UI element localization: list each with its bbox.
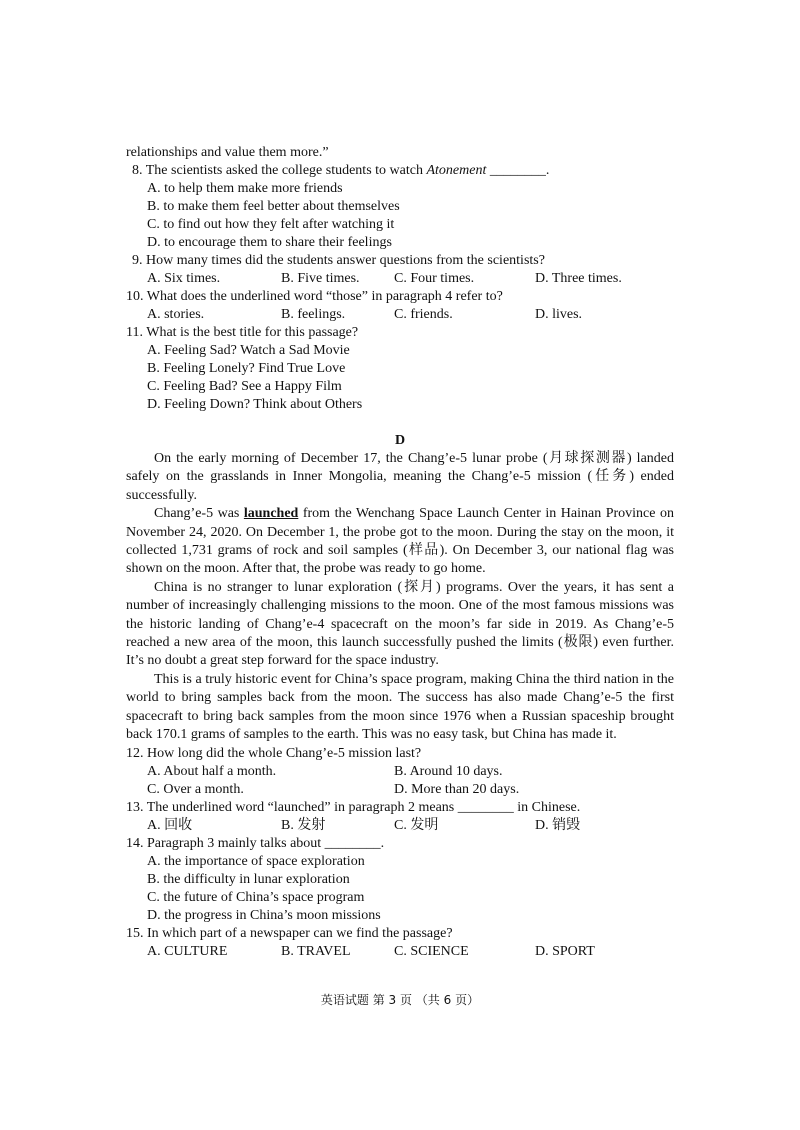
question-12-options-row-2 — [126, 781, 674, 799]
passage-d-paragraph-3: China is no stranger to lunar exploration (探月) programs. Over the years, it has sent a number of increasingly challenging missions to the moon. One of the most famous missions was the historic landing of Chang’e-4 spacecraft on the moon’s far side in 2019. As Chang’e-5 reached a new area of the moon, this launch successfully pushed the limits (极限) even further. It’s no doubt a great step forward for the space industry. — [126, 579, 674, 669]
question-12-option-b: B. Around 10 days. — [394, 763, 503, 779]
question-15-option-b: B. TRAVEL — [281, 943, 351, 959]
question-10-stem: 10. What does the underlined word “those” in paragraph 4 refer to? — [126, 289, 503, 304]
question-11-option-b: B. Feeling Lonely? Find True Love — [147, 361, 346, 376]
question-11-option-c: C. Feeling Bad? See a Happy Film — [147, 379, 342, 394]
question-13-option-b: B. 发射 — [281, 817, 326, 833]
passage-d-paragraph-1: On the early morning of December 17, the Chang’e-5 lunar probe (月球探测器) landed safely on the grasslands in Inner Mongolia, meaning the Chang’e-5 mission (任务) ended successfully. — [126, 451, 674, 503]
question-15-option-c: C. SCIENCE — [394, 943, 469, 959]
question-15-stem: 15. In which part of a newspaper can we find the passage? — [126, 925, 453, 941]
question-8-option-d: D. to encourage them to share their feelings — [147, 235, 392, 250]
question-14-option-c: C. the future of China’s space program — [147, 889, 365, 905]
question-8-stem — [126, 162, 674, 180]
question-14-option-d: D. the progress in China’s moon missions — [147, 907, 381, 923]
paragraph-2-rest: from the Wenchang Space Launch Center in Hainan Province on November 24, 2020. On December 1, the probe got to the moon. During the stay on the moon, it collected 1,731 grams of rock and soil samples (样品). On December 3, our national flag was shown on the moon. After that, the probe was ready to go home. — [126, 506, 674, 577]
question-13-stem: 13. The underlined word “launched” in paragraph 2 means ________ in Chinese. — [126, 799, 581, 815]
page-footer: 英语试题 第 3 页 （共 6 页） — [320, 993, 480, 1007]
question-15-option-d: D. SPORT — [535, 943, 595, 959]
question-10-option-a: A. stories. — [147, 307, 205, 322]
question-8-option-b: B. to make them feel better about themselves — [147, 199, 400, 214]
question-13-option-c: C. 发明 — [394, 817, 439, 833]
question-8-number: 8. — [132, 163, 143, 178]
question-10-option-b: B. feelings. — [281, 307, 346, 322]
question-15-options — [126, 943, 674, 961]
question-12-option-c: C. Over a month. — [147, 781, 244, 797]
question-13-option-a: A. 回收 — [147, 817, 193, 833]
exam-page — [126, 144, 674, 961]
question-8-option-a: A. to help them make more friends — [147, 181, 343, 196]
question-12-option-d: D. More than 20 days. — [394, 781, 520, 797]
question-9-options — [126, 270, 674, 288]
question-13-option-d: D. 销毁 — [535, 817, 581, 833]
passage-d-paragraph-2 — [126, 505, 674, 579]
question-8-option-c: C. to find out how they felt after watching it — [147, 217, 395, 232]
question-12-stem: 12. How long did the whole Chang’e-5 mission last? — [126, 745, 422, 761]
question-8-blank: ________. — [486, 163, 550, 178]
question-12-options-row-1 — [126, 763, 674, 781]
passage-continuation: relationships and value them more.” — [126, 145, 329, 160]
question-9-option-b: B. Five times. — [281, 271, 360, 286]
underlined-word-launched: launched — [243, 506, 299, 522]
question-10-options — [126, 306, 674, 324]
passage-d-paragraph-4: This is a truly historic event for China’s space program, making China the third nation in the world to bring samples back from the moon. The success has also made Chang’e-5 the first spacecraft to bring back samples from the moon since 1976 when a Russian spaceship brought back 170.1 grams of samples to the earth. This was no easy task, but China has made it. — [126, 671, 674, 743]
question-15-option-a: A. CULTURE — [147, 943, 228, 959]
question-14-stem: 14. Paragraph 3 mainly talks about ________. — [126, 835, 385, 851]
question-8-text: The scientists asked the college students to watch — [145, 163, 427, 178]
question-14-option-a: A. the importance of space exploration — [147, 853, 365, 869]
question-10-option-c: C. friends. — [394, 307, 453, 322]
question-9-option-a: A. Six times. — [147, 271, 221, 286]
question-13-options — [126, 817, 674, 835]
question-11-option-d: D. Feeling Down? Think about Others — [147, 397, 363, 412]
question-10-option-d: D. lives. — [535, 307, 583, 322]
question-12-option-a: A. About half a month. — [147, 763, 277, 779]
paragraph-2-start: Chang’e-5 was — [154, 506, 244, 522]
question-14-option-b: B. the difficulty in lunar exploration — [147, 871, 350, 887]
question-9-stem: 9. How many times did the students answer questions from the scientists? — [132, 253, 545, 268]
question-11-stem: 11. What is the best title for this passage? — [126, 325, 359, 340]
question-9-option-c: C. Four times. — [394, 271, 475, 286]
section-d-title: D — [394, 433, 406, 448]
question-8-film-title: Atonement — [426, 163, 487, 178]
question-11-option-a: A. Feeling Sad? Watch a Sad Movie — [147, 343, 350, 358]
question-9-option-d: D. Three times. — [535, 271, 622, 286]
